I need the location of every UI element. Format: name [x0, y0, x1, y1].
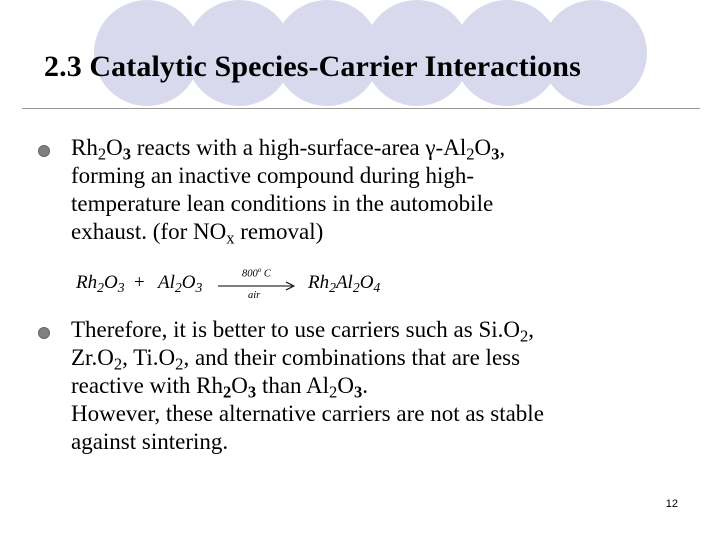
bullet-2-line-3: reactive with $Rh_2O_3$ than $Al_2O_3$. — [71, 373, 368, 402]
condition-temperature: 800$^o$ C — [242, 266, 271, 280]
bullet-2-line-1: Therefore, it is better to use carriers such as $Si.O_2$, — [71, 317, 535, 346]
bullet-marker — [38, 327, 50, 339]
bullet-marker — [38, 145, 50, 157]
reaction-equation — [76, 262, 416, 302]
slide-title: 2.3 Catalytic Species-Carrier Interactions — [44, 50, 581, 83]
product-rh2al2o4: $Rh_2Al_2O_4$ — [308, 272, 381, 295]
bullet-2 — [71, 316, 691, 456]
bullet-1-line-1: $Rh_2O_3$ reacts with a high-surface-area $\gamma-Al_2O_3$, — [71, 135, 506, 164]
slide-number: 12 — [665, 498, 678, 510]
bullet-2-line-4: However, these alternative carriers are not as stable — [71, 401, 544, 426]
title-divider — [22, 108, 700, 109]
plus-sign: + — [128, 272, 151, 293]
bullet-1-line-4: exhaust. (for $NO_x$ removal) — [71, 219, 324, 248]
reactant-al2o3: $Al_2O_3$ — [158, 272, 203, 295]
condition-air: air — [248, 290, 261, 301]
bullet-2-line-5: against sintering. — [71, 429, 229, 454]
bullet-1-line-3: temperature lean conditions in the automobile — [71, 191, 494, 216]
reactant-rh2o3: $Rh_2O_3$ — [76, 272, 125, 295]
bullet-1 — [71, 134, 691, 246]
bullet-2-line-2: $Zr.O_2$, $Ti.O_2$, and their combinations that are less — [71, 345, 521, 374]
bullet-1-line-2: forming an inactive compound during high- — [71, 163, 475, 188]
